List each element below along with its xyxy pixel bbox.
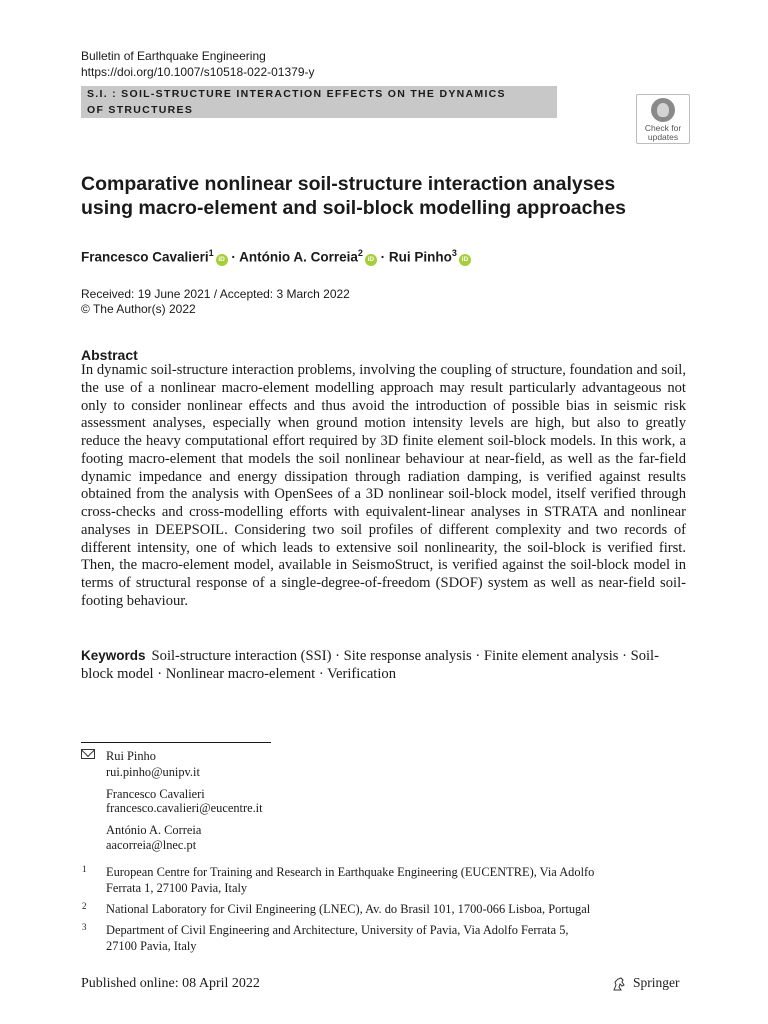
affiliation-number: 1 bbox=[82, 864, 87, 874]
author-affiliation-ref: 3 bbox=[451, 248, 457, 258]
article-title-line-2: using macro-element and soil-block modelling approaches bbox=[81, 197, 627, 219]
doi-link[interactable]: https://doi.org/10.1007/s10518-022-01379-y bbox=[81, 65, 315, 79]
affiliation-number: 3 bbox=[82, 922, 87, 932]
affiliation-line: 27100 Pavia, Italy bbox=[106, 939, 197, 953]
article-title-line-1: Comparative nonlinear soil-structure interaction analyses bbox=[81, 173, 616, 195]
published-online-date: Published online: 08 April 2022 bbox=[81, 976, 260, 991]
contact-email[interactable]: rui.pinho@unipv.it bbox=[106, 765, 200, 779]
footnote-divider bbox=[81, 742, 271, 743]
affiliation-line: National Laboratory for Civil Engineering (LNEC), Av. do Brasil 101, 1700-066 Lisboa, Portugal bbox=[106, 902, 591, 916]
affiliation-text bbox=[106, 864, 686, 896]
contact-name: António A. Correia bbox=[106, 823, 202, 837]
author-affiliation-ref: 2 bbox=[357, 248, 363, 258]
contact-name: Rui Pinho bbox=[106, 749, 156, 763]
orcid-icon[interactable]: iD bbox=[365, 254, 377, 266]
keywords-label: Keywords bbox=[81, 648, 146, 663]
journal-name: Bulletin of Earthquake Engineering bbox=[81, 49, 266, 63]
author-name[interactable]: António A. Correia bbox=[239, 249, 358, 265]
keywords-section bbox=[81, 647, 686, 684]
orcid-icon[interactable]: iD bbox=[216, 254, 228, 266]
affiliation-text bbox=[106, 922, 686, 954]
contact-name: Francesco Cavalieri bbox=[106, 787, 205, 801]
author-list bbox=[81, 244, 471, 267]
special-issue-banner bbox=[81, 86, 557, 118]
special-issue-line-2: OF STRUCTURES bbox=[87, 104, 194, 116]
publisher-logo-text[interactable]: Springer bbox=[633, 975, 680, 990]
envelope-icon bbox=[81, 749, 95, 759]
affiliation-text bbox=[106, 901, 686, 917]
affiliation-number: 2 bbox=[82, 901, 87, 911]
check-for-updates-button[interactable] bbox=[636, 94, 690, 144]
orcid-icon[interactable]: iD bbox=[459, 254, 471, 266]
keywords-text: Soil-structure interaction (SSI) · Site response analysis · Finite element analysis · Soil-block model · Nonlinear macro-element · Verification bbox=[81, 648, 659, 682]
affiliation-line: European Centre for Training and Research in Earthquake Engineering (EUCENTRE), Via Adolfo bbox=[106, 865, 595, 879]
copyright-notice: © The Author(s) 2022 bbox=[81, 302, 196, 316]
contact-email[interactable]: francesco.cavalieri@eucentre.it bbox=[106, 801, 263, 815]
author-name[interactable]: Rui Pinho bbox=[388, 249, 452, 265]
abstract-heading: Abstract bbox=[81, 347, 138, 363]
contact-email[interactable]: aacorreia@lnec.pt bbox=[106, 838, 197, 852]
check-updates-icon bbox=[651, 98, 675, 122]
author-affiliation-ref: 1 bbox=[208, 248, 214, 258]
author-separator: · bbox=[227, 249, 240, 265]
check-updates-label-2: updates bbox=[647, 132, 679, 142]
check-updates-label-1: Check for bbox=[644, 123, 682, 133]
author-name[interactable]: Francesco Cavalieri bbox=[81, 249, 209, 265]
abstract-body: In dynamic soil-structure interaction problems, involving the coupling of structure, foundation and soil, the use of a nonlinear macro-element modelling approach may result particularly advantageous not only to consider nonlinear effects and thus avoid the introduction of possible bias in seismic risk assessment analyses, especially when ground motion intensity levels are high, but also to greatly reduce the heavy computational effort required by 3D finite element soil-block models. In this work, a footing macro-element that models the soil nonlinear behaviour at near-field, as well as the far-field dynamic impedance and energy dissipation through radiation damping, is verified against results obtained from the analysis with OpenSees of a 3D nonlinear soil-block model, itself verified through cross-checks and cross-modelling efforts with equivalent-linear analyses in STRATA and nonlinear analyses in DEEPSOIL. Considering two soil profiles of different complexity and two records of different intensity, one of which leads to extensive soil nonlinearity, the soil-block is verified first. Then, the macro-element model, available in SeismoStruct, is verified against the soil-block model in terms of structural response of a single-degree-of-freedom (SDOF) system as well as near-field soil-footing behaviour. bbox=[81, 362, 686, 609]
article-title bbox=[81, 172, 701, 220]
springer-horse-icon bbox=[611, 976, 627, 992]
received-accepted-dates: Received: 19 June 2021 / Accepted: 3 March 2022 bbox=[81, 287, 350, 301]
special-issue-line-1: S.I. : SOIL-STRUCTURE INTERACTION EFFECTS ON THE DYNAMICS bbox=[87, 88, 506, 100]
affiliation-line: Ferrata 1, 27100 Pavia, Italy bbox=[106, 881, 248, 895]
affiliation-line: Department of Civil Engineering and Architecture, University of Pavia, Via Adolfo Ferrata 5, bbox=[106, 923, 569, 937]
author-separator: · bbox=[376, 249, 389, 265]
